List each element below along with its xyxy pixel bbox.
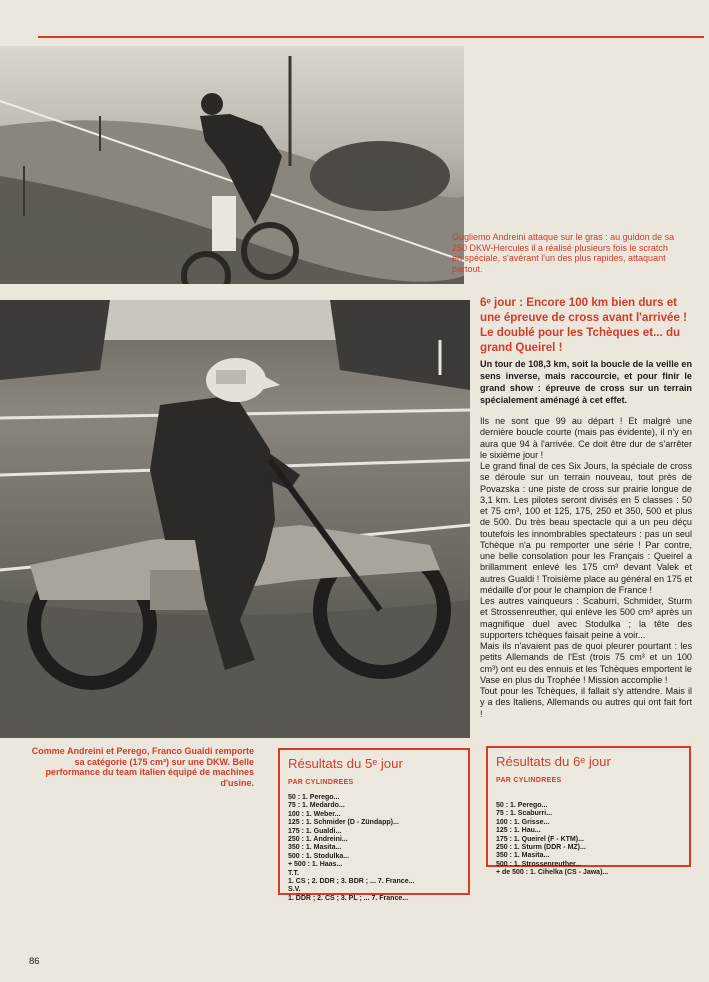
- results-day6-list: [496, 802, 681, 878]
- results-day5-subtitle: PAR CYLINDREES: [288, 779, 354, 786]
- body-paragraph: Le grand final de ces Six Jours, la spéciale de cross se déroule sur un terrain nouveau, tout près de Povazska : une piste de cross sur prairie longue de 3,1 km. Les pilotes seront divisés en 5 classes : 50 et 75 cm³, 100 et 125, 175, 250 et 350, 500 et plus de 500. Du très beau spectacle qui a un peu déçu toutefois les innombrables spectateurs : pas un seul Tchèque n'a pu remporter une série ! Par contre, une belle consolation pour les Français : Queirel a brillamment enlevé les 175 cm³ devant Valek et autres Gualdi ! Troisième place au général en 175 et médaille d'or pour le champion de France !: [480, 461, 692, 595]
- result-line: 100 : 1. Weber...: [288, 810, 341, 818]
- top-red-rule: [38, 36, 704, 38]
- result-line: 500 : 1. Strossenreuther...: [496, 860, 582, 868]
- result-line: 1. DDR ; 2. CS ; 3. PL ; ... 7. France...: [288, 894, 409, 902]
- article-body: [480, 416, 692, 720]
- results-day6-subtitle: PAR CYLINDREES: [496, 777, 562, 784]
- result-line: 75 : 1. Medardo...: [288, 802, 345, 810]
- results-day6-box: [486, 746, 691, 877]
- article-lead: Un tour de 108,3 km, soit la boucle de la veille en sens inverse, mais raccourcie, et pour finir le grand show : épreuve de cross sur un terrain spécialement aménagé à cet effet.: [480, 359, 692, 405]
- body-paragraph: Les autres vainqueurs : Scaburri, Schmider, Sturm et Strossenreuther, qui enlève les 500 cm³ après un magnifique duel avec Stodulka ; la tête des supporters tchèques faisait peine à voir...: [480, 596, 692, 640]
- result-line: 350 : 1. Masita...: [288, 844, 342, 852]
- result-line: 500 : 1. Stodulka...: [288, 852, 350, 860]
- result-line: 250 : 1. Sturm (DDR - MZ)...: [496, 844, 586, 852]
- result-line: 75 : 1. Scaburri...: [496, 810, 553, 818]
- caption-andreini: Gugliemo Andreini attaque sur le gras : au guidon de sa 250 DKW-Hercules il a réalisé plusieurs fois le scratch en spéciale, s'avérant l'un des plus rapides, attaquant partout.: [452, 232, 675, 274]
- body-paragraph: Ils ne sont que 99 au départ ! Et malgré une dernière boucle courte (mais pas évidente), il n'y en aura que 94 à l'arrivée. Ce doit être dur de s'arrêter le sixième jour !: [480, 416, 692, 460]
- photo-andreini: [0, 46, 464, 284]
- result-line: 1. CS ; 2. DDR ; 3. BDR ; ... 7. France...: [288, 878, 415, 886]
- result-line: 125 : 1. Hau...: [496, 827, 541, 835]
- result-line: 50 : 1. Perego...: [288, 794, 340, 801]
- photo-gualdi-image: [0, 300, 470, 738]
- result-line: S.V.: [288, 886, 301, 894]
- caption-gualdi: Comme Andreini et Perego, Franco Gualdi remporte sa catégorie (175 cm³) sur une DKW. Belle performance du team italien équipé de machines d'usine.: [31, 746, 254, 788]
- article-headline: 6ᵉ jour : Encore 100 km bien durs et une épreuve de cross avant l'arrivée ! Le doublé pour les Tchèques et... du grand Queirel !: [480, 296, 688, 354]
- photo-gualdi: [0, 300, 470, 738]
- result-line: 250 : 1. Andreini...: [288, 836, 348, 844]
- result-line: 125 : 1. Schmider (D - Zündapp)...: [288, 819, 399, 827]
- results-day5-list: [288, 794, 460, 903]
- photo-andreini-image: [0, 46, 464, 284]
- result-line: T.T.: [288, 869, 299, 877]
- result-line: 350 : 1. Masita...: [496, 852, 550, 860]
- result-line: + 500 : 1. Haas...: [288, 861, 343, 869]
- result-line: + de 500 : 1. Cihelka (CS - Jawa)...: [496, 869, 609, 877]
- results-day5-box: [278, 748, 470, 902]
- page-number: 86: [29, 956, 40, 967]
- result-line: 100 : 1. Grisse...: [496, 818, 550, 826]
- result-line: 175 : 1. Queirel (F - KTM)...: [496, 835, 584, 843]
- body-paragraph: Tout pour les Tchèques, il fallait s'y attendre. Mais il y a des Italiens, Allemands ou autres qui ont fait fort !: [480, 686, 692, 719]
- results-day5-title: Résultats du 5ᵉ jour: [288, 756, 403, 771]
- result-line: 50 : 1. Perego...: [496, 802, 548, 809]
- body-paragraph: Mais ils n'avaient pas de quoi pleurer pourtant : les petits Allemands de l'Est (trois 75 cm³ et un 100 cm³) ont eu des ennuis et les Tchèques emportent le Vase en plus du Trophée ! Mission accomplie !: [480, 641, 692, 685]
- results-day6-title: Résultats du 6ᵉ jour: [496, 754, 611, 769]
- result-line: 175 : 1. Gualdi...: [288, 827, 342, 835]
